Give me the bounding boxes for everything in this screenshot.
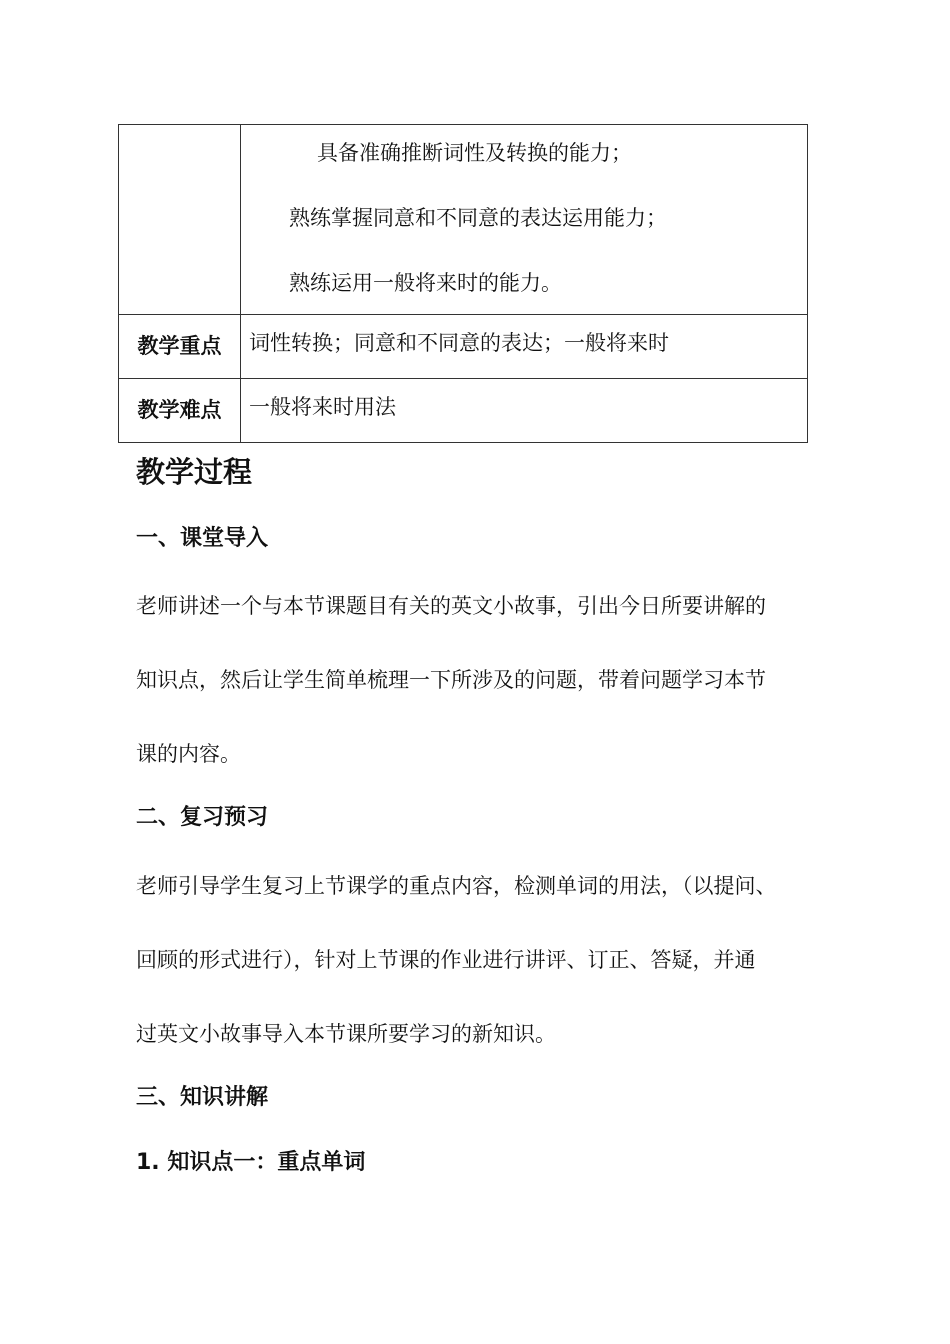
ability-goal-line: 熟练掌握同意和不同意的表达运用能力；: [289, 206, 667, 230]
difficult-points-label-cell: [119, 379, 241, 443]
section1-heading: 一、课堂导入: [136, 526, 269, 551]
ability-goal-line: 熟练运用一般将来时的能力。: [289, 271, 562, 295]
lesson-plan-table: [118, 124, 808, 443]
section2-heading: 二、复习预习: [136, 805, 269, 830]
paragraph-line: 课的内容。: [136, 742, 241, 766]
key-points-value: 词性转换；同意和不同意的表达；一般将来时: [249, 331, 669, 355]
section3-subheading: 1. 知识点一：重点单词: [136, 1150, 366, 1175]
paragraph-line: 老师引导学生复习上节课学的重点内容，检测单词的用法，（以提问、: [136, 874, 777, 898]
paragraph-line: 回顾的形式进行），针对上节课的作业进行讲评、订正、答疑，并通: [136, 948, 756, 972]
difficult-points-row: [119, 379, 808, 443]
key-points-value-cell: [241, 315, 808, 379]
paragraph-line: 老师讲述一个与本节课题目有关的英文小故事，引出今日所要讲解的: [136, 594, 766, 618]
difficult-points-value-cell: [241, 379, 808, 443]
difficult-points-label: 教学难点: [137, 398, 222, 422]
ability-goals-row: [119, 125, 808, 315]
section3-heading: 三、知识讲解: [136, 1085, 269, 1110]
key-points-label: 教学重点: [137, 334, 222, 358]
difficult-points-value: 一般将来时用法: [249, 395, 396, 419]
ability-goals-cell: [241, 125, 808, 315]
ability-goals-label-cell: [119, 125, 241, 315]
ability-goal-line: 具备准确推断词性及转换的能力；: [317, 141, 632, 165]
process-title: 教学过程: [136, 455, 253, 489]
paragraph-line: 过英文小故事导入本节课所要学习的新知识。: [136, 1022, 556, 1046]
key-points-label-cell: [119, 315, 241, 379]
paragraph-line: 知识点，然后让学生简单梳理一下所涉及的问题，带着问题学习本节: [136, 668, 766, 692]
section1-paragraph: [136, 569, 836, 791]
key-points-row: [119, 315, 808, 379]
section2-paragraph: [136, 849, 836, 1071]
